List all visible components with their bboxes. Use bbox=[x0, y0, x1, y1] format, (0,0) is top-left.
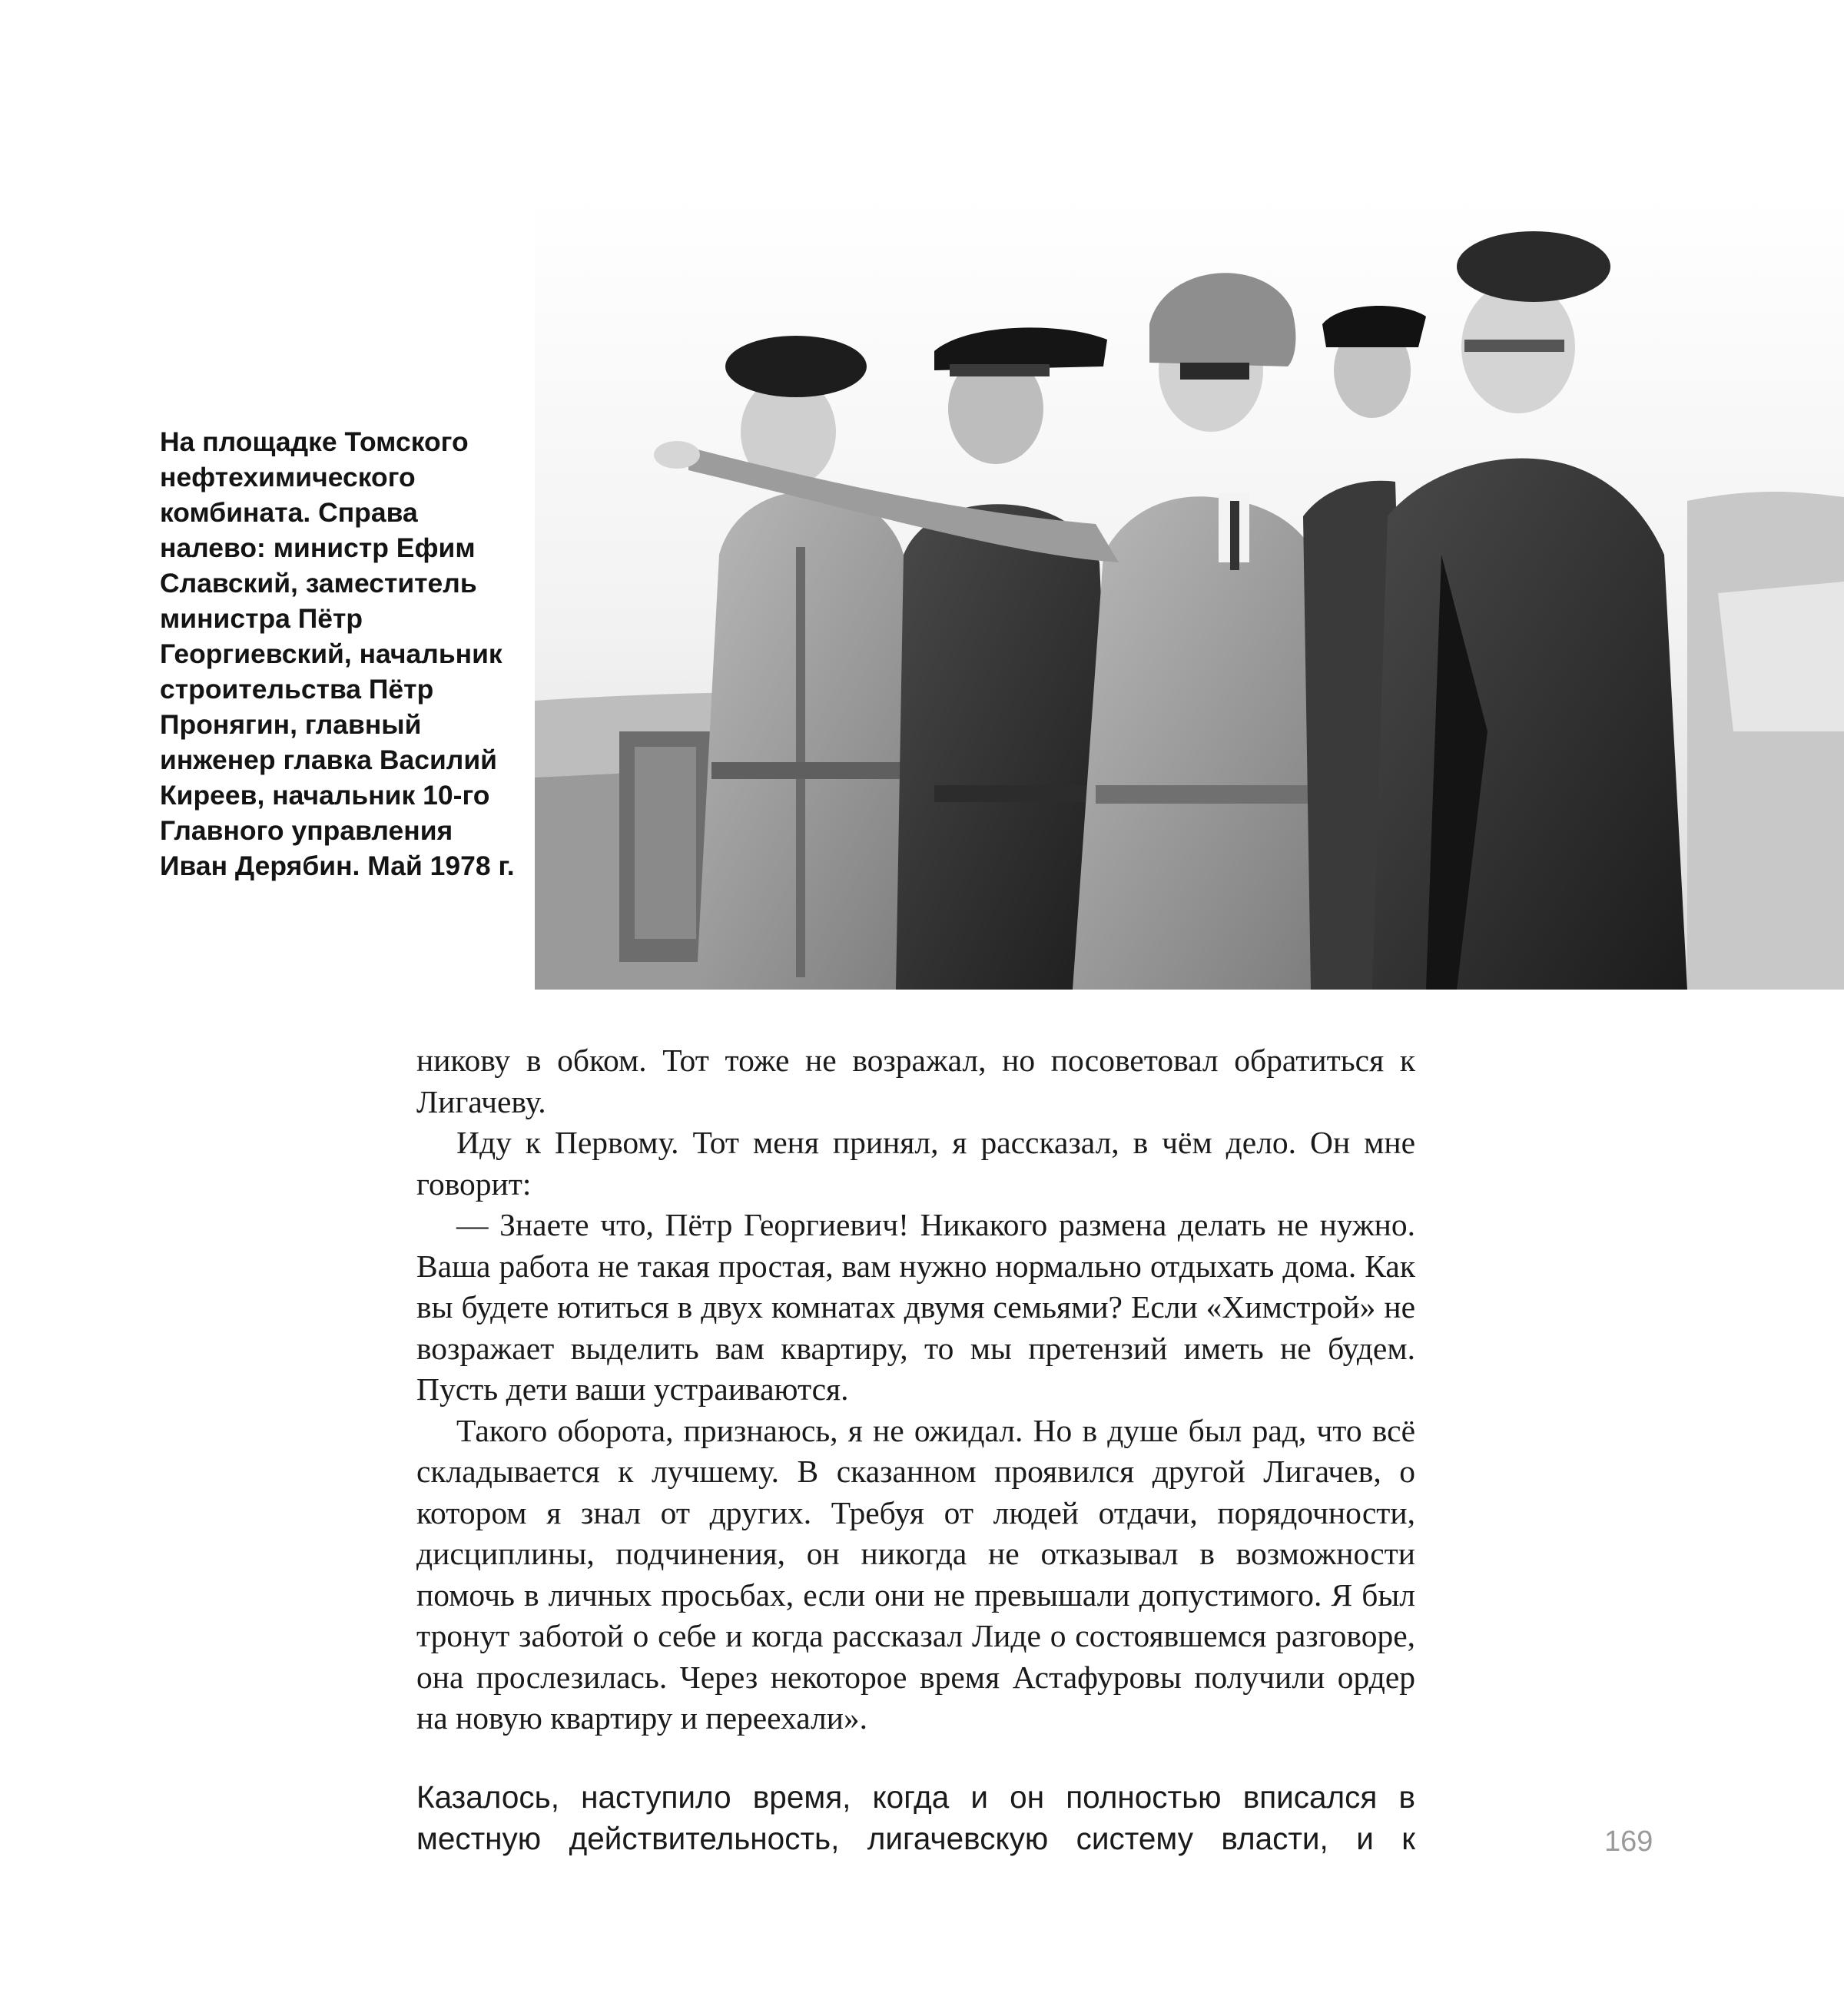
main-text bbox=[416, 1040, 1415, 1739]
paragraph: Такого оборота, признаюсь, я не ожидал. Но в душе был рад, что всё складывается к лучшему. В сказанном проявился другой Лигачев, о котором я знал от других. Требуя от людей отдачи, порядочности, дисциплины, подчинения, он никогда не отказывал в возможности помочь в личных просьбах, если они не превышали допустимого. Я был тронут заботой о себе и когда рассказал Лиде о состоявшемся разговоре, она прослезилась. Через некоторое время Астафуровы получили ордер на новую квартиру и переехали». bbox=[416, 1412, 1415, 1736]
archival-photo bbox=[535, 194, 1844, 990]
continuation-paragraph: Казалось, наступило время, когда и он полностью вписался в местную действительность, лигачевскую систему власти, и к bbox=[416, 1779, 1415, 1856]
paragraph: — Знаете что, Пётр Георгиевич! Никакого размена делать не нужно. Ваша работа не такая простая, вам нужно нормально отдыхать дома. Как вы будете ютиться в двух комнатах двумя семьями? Если «Химстрой» не возражает выделить вам квартиру, то мы претензий иметь не будем. Пусть дети ваши устраиваются. bbox=[416, 1207, 1415, 1407]
paragraph: никову в обком. Тот тоже не возражал, но посоветовал обратиться к Лигачеву. bbox=[416, 1043, 1415, 1119]
photo-caption: На площадке Томского нефтехимического комбината. Справа налево: министр Ефим Славский, заместитель министра Пётр Георгиевский, начальник строительства Пётр Пронягин, главный инженер главка Василий Киреев, начальник 10-го Главного управления Иван Дерябин. Май 1978 г. bbox=[160, 426, 515, 881]
page-number: 169 bbox=[1604, 1825, 1653, 1858]
paragraph: Иду к Первому. Тот меня принял, я рассказал, в чём дело. Он мне говорит: bbox=[416, 1125, 1415, 1202]
photo-icon bbox=[535, 194, 1844, 990]
